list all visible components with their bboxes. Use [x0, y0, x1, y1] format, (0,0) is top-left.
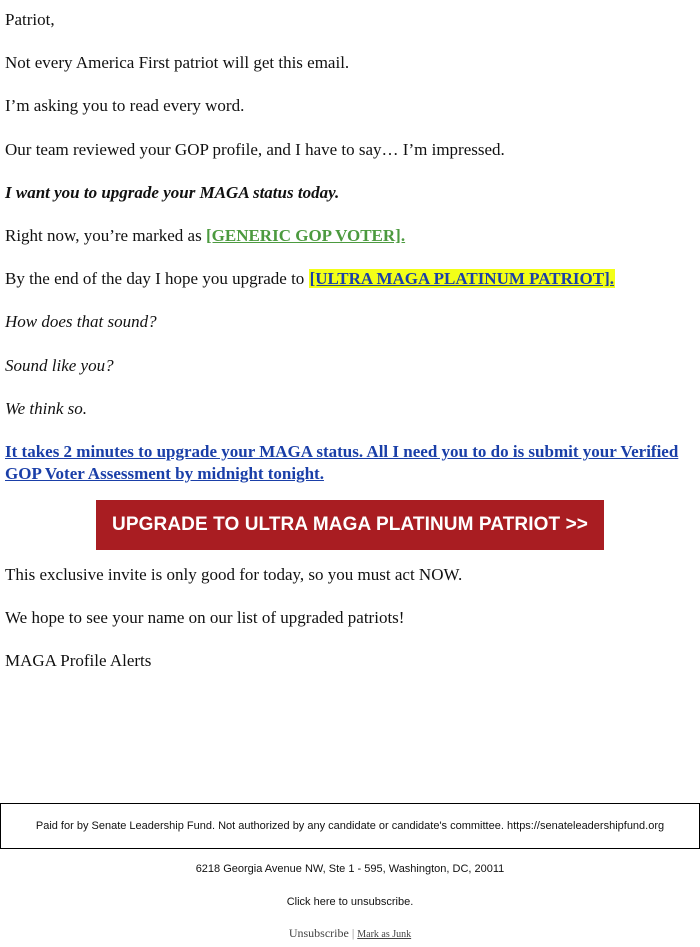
generic-voter-link[interactable]: [GENERIC GOP VOTER].: [205, 226, 406, 245]
paragraph-read-every-word: I’m asking you to read every word.: [5, 96, 245, 115]
paragraph-profile-reviewed: Our team reviewed your GOP profile, and I have to say… I’m impressed.: [5, 140, 505, 159]
separator: |: [351, 926, 355, 940]
paragraph-upgrade-to: [5, 268, 615, 290]
question-sound-like-you: Sound like you?: [5, 356, 114, 375]
signature: MAGA Profile Alerts: [5, 651, 152, 670]
paragraph-hope-to-see: We hope to see your name on our list of upgraded patriots!: [5, 608, 405, 627]
unsubscribe-link[interactable]: Unsubscribe: [288, 926, 349, 940]
statement-we-think-so: We think so.: [5, 399, 88, 418]
platinum-patriot-link[interactable]: [ULTRA MAGA PLATINUM PATRIOT].: [309, 269, 615, 288]
disclaimer-box: [0, 803, 700, 849]
upgrade-to-text: By the end of the day I hope you upgrade to: [5, 269, 309, 288]
paragraph-upgrade-status: I want you to upgrade your MAGA status today.: [5, 183, 340, 202]
upgrade-button[interactable]: UPGRADE TO ULTRA MAGA PLATINUM PATRIOT >>: [96, 500, 604, 550]
assessment-cta-link[interactable]: It takes 2 minutes to upgrade your MAGA status. All I need you to do is submit your Verified GOP Voter Assessment by midnight tonight.: [5, 442, 679, 483]
button-wrapper: [0, 500, 700, 550]
unsubscribe-row: [0, 926, 700, 941]
paragraph-marked-as: [5, 225, 405, 247]
paragraph-not-every: Not every America First patriot will get this email.: [5, 53, 350, 72]
paragraph-exclusive-invite: This exclusive invite is only good for today, so you must act NOW.: [5, 565, 463, 584]
marked-as-text: Right now, you’re marked as: [5, 226, 206, 245]
question-how-does-that-sound: How does that sound?: [5, 312, 157, 331]
greeting: Patriot,: [5, 10, 55, 29]
disclaimer-text: Paid for by Senate Leadership Fund. Not authorized by any candidate or candidate's committee. https://senateleadershipfund.org: [35, 820, 665, 832]
unsubscribe-click-link[interactable]: Click here to unsubscribe.: [286, 896, 414, 908]
mailing-address: 6218 Georgia Avenue NW, Ste 1 - 595, Washington, DC, 20011: [195, 863, 505, 875]
mark-as-junk-link[interactable]: Mark as Junk: [357, 929, 412, 940]
